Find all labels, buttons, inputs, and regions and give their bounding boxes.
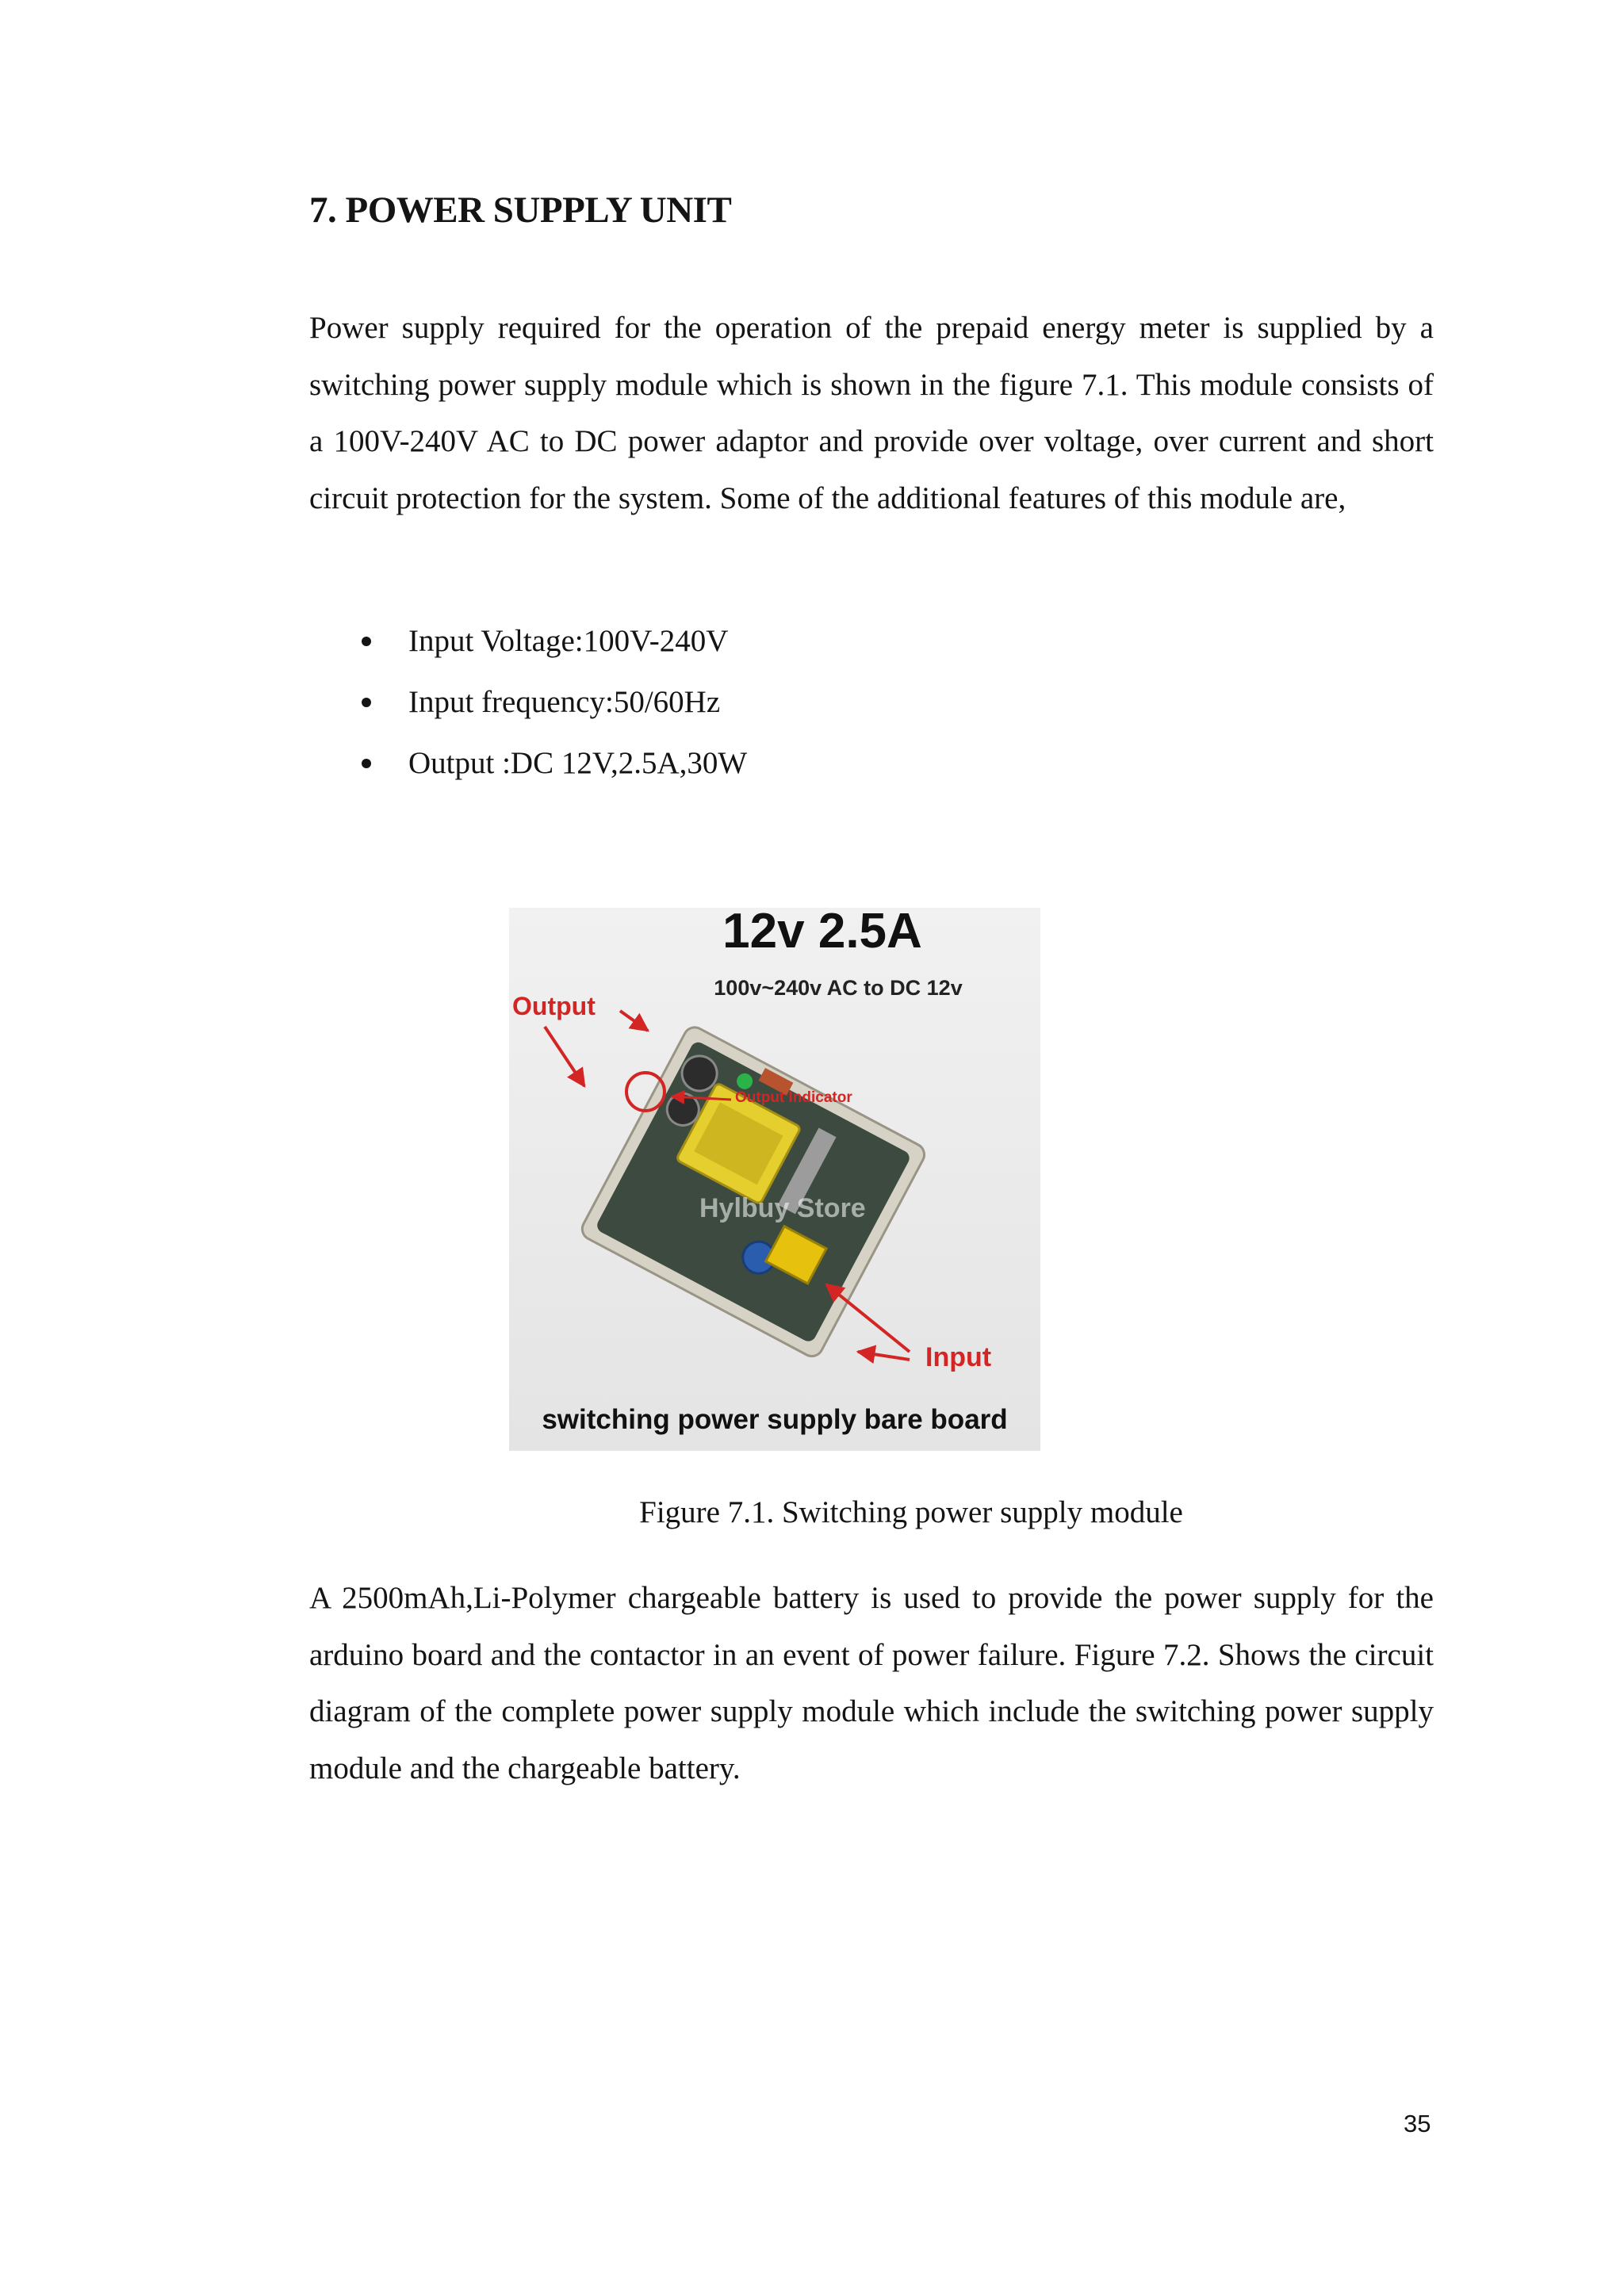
figure-title: 12v 2.5A xyxy=(722,908,922,959)
label-output: Output xyxy=(512,992,596,1020)
power-supply-board-photo xyxy=(509,908,1040,1451)
feature-list xyxy=(309,615,747,798)
feature-item xyxy=(309,615,747,676)
feature-text: Input Voltage:100V-240V xyxy=(408,624,729,658)
page-number: 35 xyxy=(1404,2110,1431,2137)
feature-text: Output :DC 12V,2.5A,30W xyxy=(408,746,748,780)
battery-paragraph: A 2500mAh,Li-Polymer chargeable battery is used to provide the power supply for the arduino board and the contactor in an event of power failure. Figure 7.2. Shows the circuit diagram of the complete power supply module which include the switching power supply module and the chargeable battery. xyxy=(309,1581,1434,1785)
figure-subtitle: 100v~240v AC to DC 12v xyxy=(714,976,963,1000)
bullet-icon xyxy=(362,759,371,768)
feature-text: Input frequency:50/60Hz xyxy=(408,685,721,719)
bullet-icon xyxy=(362,637,371,646)
bullet-icon xyxy=(362,698,371,707)
figure-caption: Figure 7.1. Switching power supply module xyxy=(639,1495,1183,1529)
label-output-indicator: Output Indicator xyxy=(735,1089,852,1106)
intro-paragraph: Power supply required for the operation of the prepaid energy meter is supplied by a switching power supply module which is shown in the figure 7.1. This module consists of a 100V-240V AC to DC power adaptor and provide over voltage, over current and short circuit protection for the system. Some of the additional features of this module are, xyxy=(309,311,1434,515)
section-heading: 7. POWER SUPPLY UNIT xyxy=(309,189,732,231)
power-supply-figure xyxy=(509,908,1040,1451)
figure-footer: switching power supply bare board xyxy=(542,1404,1008,1435)
label-input: Input xyxy=(925,1342,992,1372)
feature-item xyxy=(309,676,747,737)
figure-watermark: Hylbuy Store xyxy=(699,1193,866,1223)
feature-item xyxy=(309,737,747,798)
